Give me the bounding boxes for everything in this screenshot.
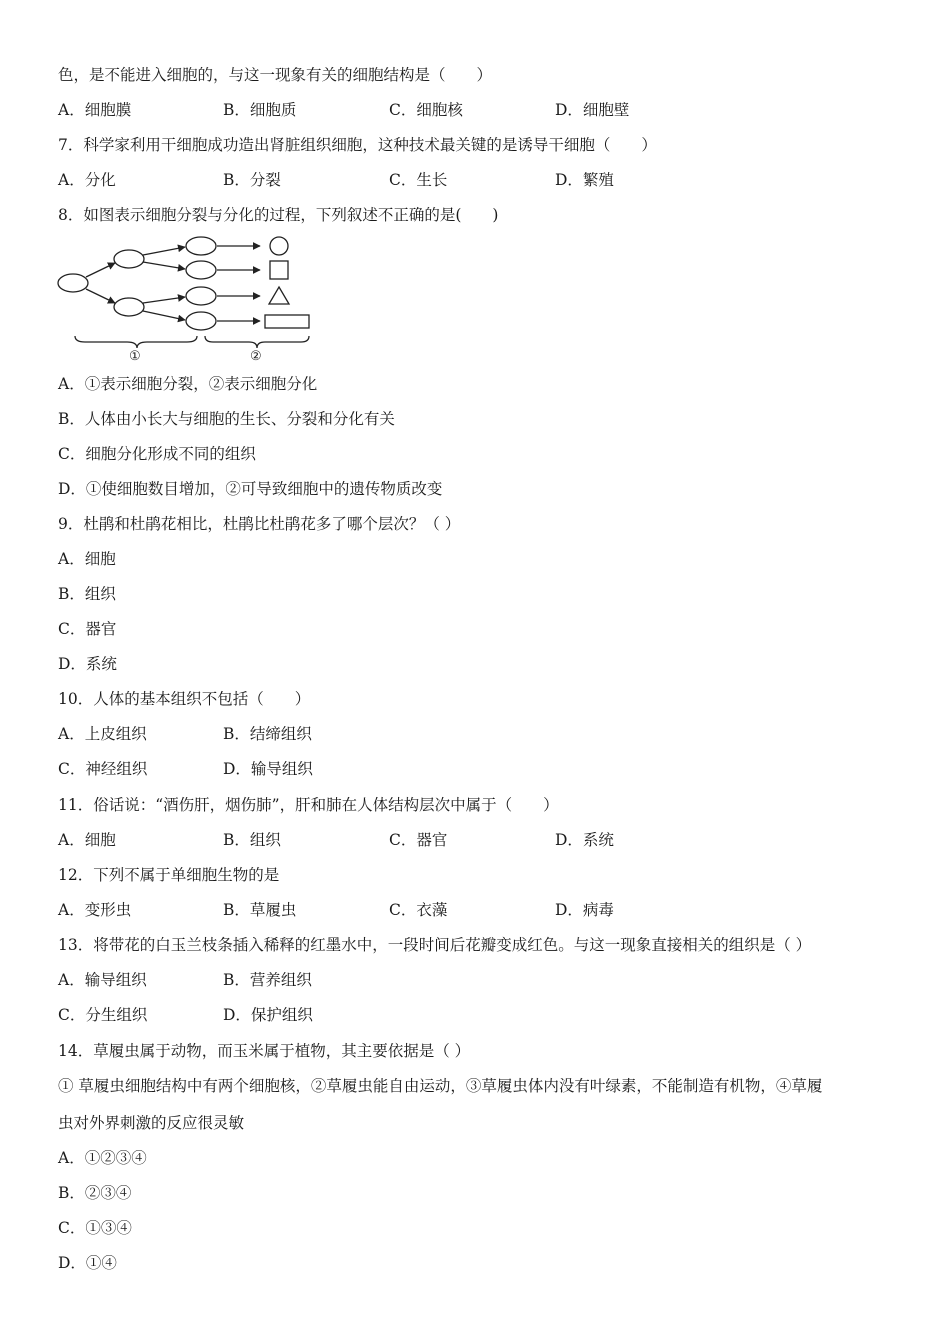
- q12-option-c: C．衣藻: [389, 901, 448, 919]
- q10-stem: 10．人体的基本组织不包括（ ）: [58, 690, 311, 708]
- q9-option-c: C．器官: [58, 620, 117, 638]
- differentiated-cell-square: [270, 261, 288, 279]
- cell-level2-2: [186, 261, 216, 279]
- cell-level2-4: [186, 312, 216, 330]
- q10-option-d: D．输导组织: [223, 760, 313, 778]
- q6-option-c: C．细胞核: [389, 101, 463, 119]
- q6-stem: 色，是不能进入细胞的，与这一现象有关的细胞结构是（ ）: [58, 66, 493, 84]
- q12-stem: 12．下列不属于单细胞生物的是: [58, 866, 280, 884]
- q10-option-c: C．神经组织: [58, 760, 148, 778]
- q9-option-a: A．细胞: [58, 550, 116, 568]
- q12-option-b: B．草履虫: [223, 901, 297, 919]
- cell-division-differentiation-diagram: [55, 232, 315, 362]
- q7-option-a: A．分化: [58, 171, 116, 189]
- q6-option-a: A．细胞膜: [58, 101, 132, 119]
- cell-level1-bottom: [114, 298, 144, 316]
- q8-option-b: B．人体由小长大与细胞的生长、分裂和分化有关: [58, 410, 395, 428]
- brace-2: [205, 336, 309, 348]
- q9-stem: 9．杜鹃和杜鹃花相比，杜鹃比杜鹃花多了哪个层次？（ ）: [58, 515, 461, 533]
- differentiated-cell-circle: [270, 237, 288, 255]
- q11-option-c: C．器官: [389, 831, 448, 849]
- q8-option-c: C．细胞分化形成不同的组织: [58, 445, 256, 463]
- q6-option-d: D．细胞壁: [555, 101, 630, 119]
- q14-option-b: B．②③④: [58, 1184, 132, 1202]
- q12-option-a: A．变形虫: [58, 901, 132, 919]
- parent-cell: [58, 274, 88, 292]
- q11-option-a: A．细胞: [58, 831, 116, 849]
- q13-option-a: A．输导组织: [58, 971, 147, 989]
- label-1: ①: [129, 349, 141, 362]
- cell-level2-3: [186, 287, 216, 305]
- differentiated-cell-triangle: [269, 287, 289, 304]
- q11-option-d: D．系统: [555, 831, 614, 849]
- q14-option-c: C．①③④: [58, 1219, 132, 1237]
- q6-option-b: B．细胞质: [223, 101, 297, 119]
- q11-stem: 11．俗话说：“酒伤肝，烟伤肺”，肝和肺在人体结构层次中属于（ ）: [58, 796, 559, 814]
- q14-statement-line-1: ① 草履虫细胞结构中有两个细胞核，②草履虫能自由运动，③草履虫体内没有叶绿素，不能制造有机物，④草履: [58, 1077, 823, 1095]
- label-2: ②: [250, 349, 262, 362]
- cell-level1-top: [114, 250, 144, 268]
- q13-option-c: C．分生组织: [58, 1006, 148, 1024]
- q13-option-b: B．营养组织: [223, 971, 312, 989]
- q8-option-a: A．①表示细胞分裂，②表示细胞分化: [58, 375, 318, 393]
- q13-option-d: D．保护组织: [223, 1006, 313, 1024]
- q14-option-d: D．①④: [58, 1254, 117, 1272]
- q9-option-b: B．组织: [58, 585, 116, 603]
- brace-1: [75, 336, 197, 348]
- q11-option-b: B．组织: [223, 831, 281, 849]
- q14-option-a: A．①②③④: [58, 1149, 147, 1167]
- cell-level2-1: [186, 237, 216, 255]
- q7-option-b: B．分裂: [223, 171, 281, 189]
- q13-stem: 13．将带花的白玉兰枝条插入稀释的红墨水中，一段时间后花瓣变成红色。与这一现象直接相关的组织是（ ）: [58, 936, 812, 954]
- q12-option-d: D．病毒: [555, 901, 614, 919]
- q8-option-d: D．①使细胞数目增加，②可导致细胞中的遗传物质改变: [58, 480, 443, 498]
- q14-stem: 14．草履虫属于动物，而玉米属于植物，其主要依据是（ ）: [58, 1042, 471, 1060]
- q14-statement-line-2: 虫对外界刺激的反应很灵敏: [58, 1114, 245, 1132]
- q7-stem: 7．科学家利用干细胞成功造出肾脏组织细胞，这种技术最关键的是诱导干细胞（ ）: [58, 136, 657, 154]
- differentiated-cell-rectangle: [265, 315, 309, 328]
- q10-option-a: A．上皮组织: [58, 725, 147, 743]
- q9-option-d: D．系统: [58, 655, 117, 673]
- q8-stem: 8．如图表示细胞分裂与分化的过程，下列叙述不正确的是( ): [58, 206, 499, 224]
- q10-option-b: B．结缔组织: [223, 725, 312, 743]
- q7-option-d: D．繁殖: [555, 171, 614, 189]
- q7-option-c: C．生长: [389, 171, 448, 189]
